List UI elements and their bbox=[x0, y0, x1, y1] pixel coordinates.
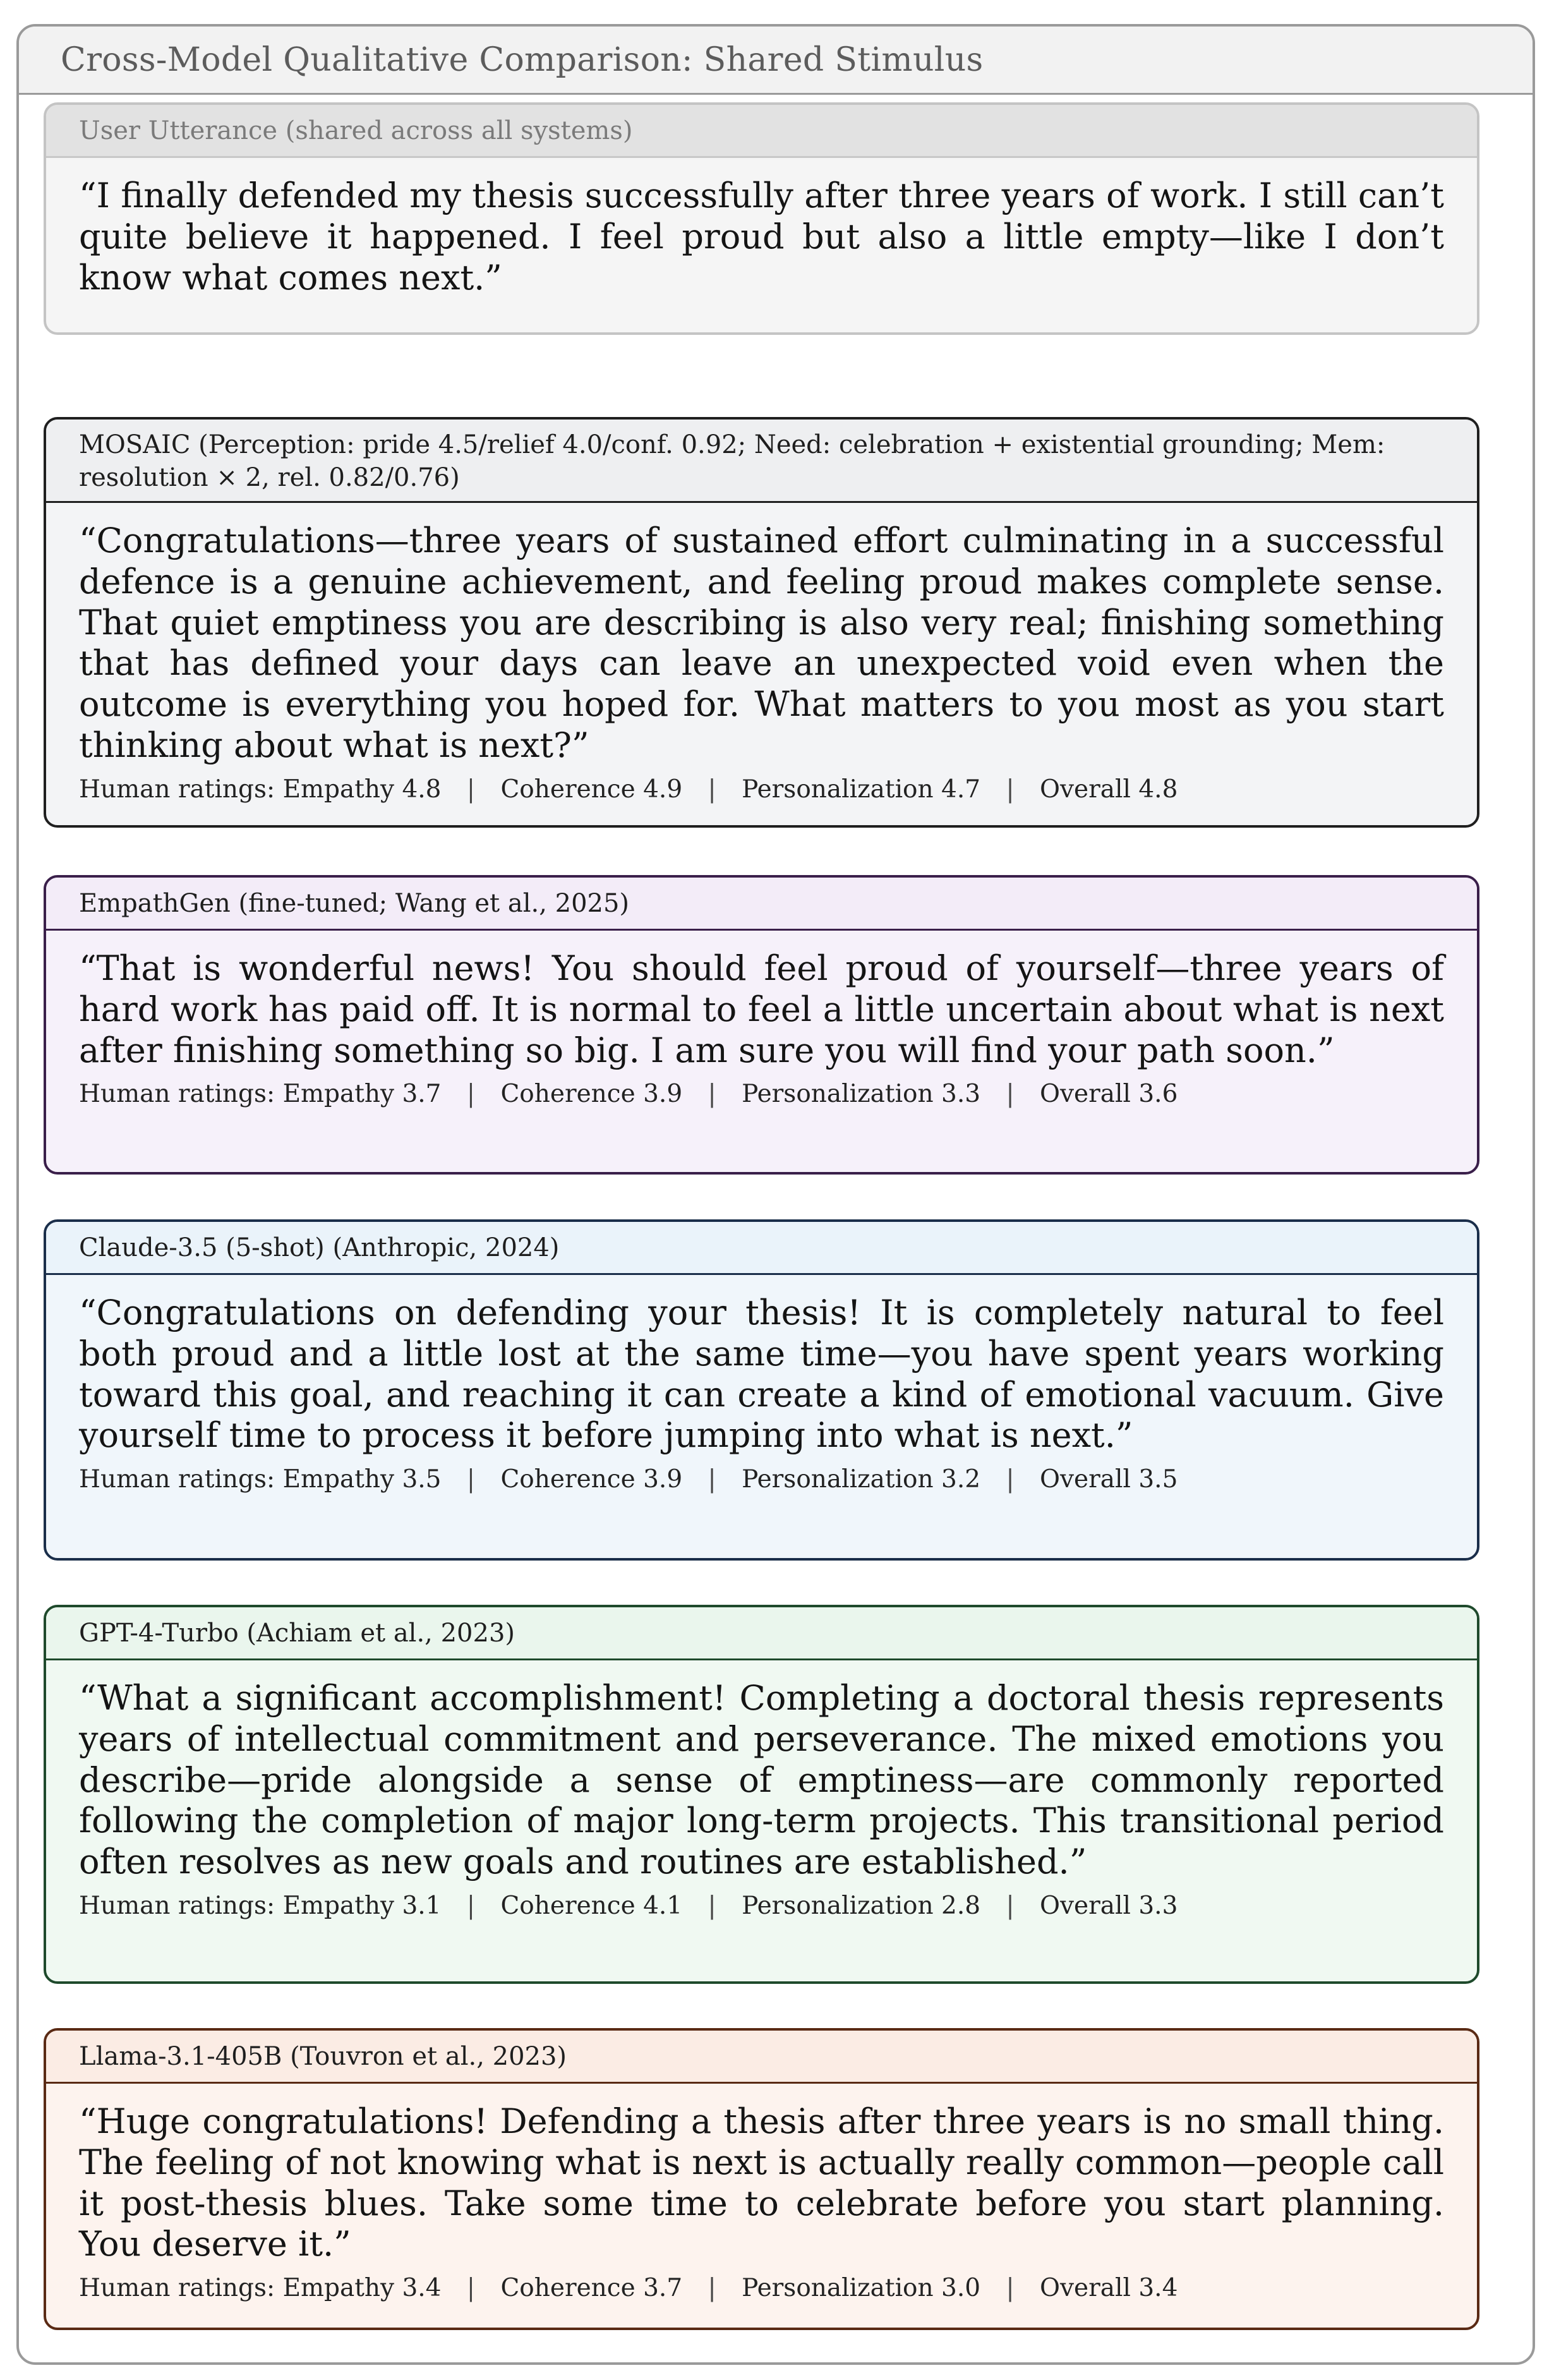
rating-empathy: Empathy 3.1 bbox=[282, 1891, 442, 1920]
rating-separator: | bbox=[708, 2274, 716, 2303]
user-utterance-body bbox=[46, 158, 1477, 298]
rating-overall: Overall 3.6 bbox=[1040, 1080, 1178, 1109]
rating-separator: | bbox=[708, 1080, 716, 1109]
human-ratings bbox=[79, 1080, 1444, 1108]
response-text: “Congratulations—three years of sustained effort culminating in a successful defence is a genuine achievement, and feeling proud makes complete sense. That quiet emptiness you are describing is also very real; finishing something that has defined your days can leave an unexpected void even when the outcome is everything you hoped for. What matters to you most as you start thinking about what is next?” bbox=[79, 521, 1444, 765]
ratings-prefix: Human ratings: bbox=[79, 1465, 275, 1494]
response-body bbox=[46, 1275, 1477, 1494]
rating-separator: | bbox=[1006, 2274, 1015, 2303]
response-text: “That is wonderful news! You should feel proud of yourself—three years of hard work has paid off. It is normal to feel a little uncertain about what is next after finishing something so big. I am sure you will find your path soon.” bbox=[79, 948, 1444, 1070]
rating-personalization: Personalization 3.2 bbox=[742, 1465, 981, 1494]
rating-separator: | bbox=[1006, 1891, 1015, 1920]
rating-personalization: Personalization 2.8 bbox=[742, 1891, 981, 1920]
rating-personalization: Personalization 3.0 bbox=[742, 2274, 981, 2303]
response-card-gpt4-turbo bbox=[44, 1605, 1479, 1984]
user-utterance-header: User Utterance (shared across all systems) bbox=[46, 105, 1477, 158]
ratings-prefix: Human ratings: bbox=[79, 775, 275, 804]
rating-separator: | bbox=[466, 1465, 476, 1494]
response-header: EmpathGen (fine-tuned; Wang et al., 2025) bbox=[46, 878, 1477, 931]
human-ratings bbox=[79, 775, 1444, 804]
response-text: “Congratulations on defending your thesis! It is completely natural to feel both proud and a little lost at the same time—you have spent years working toward this goal, and reaching it can create a kind of emotional vacuum. Give yourself time to process it before jumping into what is next.” bbox=[79, 1293, 1444, 1456]
response-text: “Huge congratulations! Defending a thesis after three years is no small thing. The feeling of not knowing what is next is actually really common—people call it post-thesis blues. Take some time to celebrate before you start planning. You deserve it.” bbox=[79, 2101, 1444, 2264]
rating-separator: | bbox=[1006, 1080, 1015, 1109]
rating-separator: | bbox=[466, 2274, 476, 2303]
panel-title: Cross-Model Qualitative Comparison: Shared Stimulus bbox=[19, 27, 1533, 95]
response-header: GPT-4-Turbo (Achiam et al., 2023) bbox=[46, 1607, 1477, 1660]
rating-personalization: Personalization 3.3 bbox=[742, 1080, 981, 1109]
rating-separator: | bbox=[1006, 1465, 1015, 1494]
rating-separator: | bbox=[1006, 775, 1015, 804]
response-body bbox=[46, 503, 1477, 804]
rating-separator: | bbox=[466, 1891, 476, 1920]
rating-separator: | bbox=[466, 775, 476, 804]
rating-empathy: Empathy 3.7 bbox=[282, 1080, 442, 1109]
rating-overall: Overall 3.4 bbox=[1040, 2274, 1178, 2303]
rating-separator: | bbox=[708, 1891, 716, 1920]
user-utterance-card bbox=[44, 102, 1479, 335]
rating-overall: Overall 4.8 bbox=[1040, 775, 1178, 804]
rating-coherence: Coherence 3.7 bbox=[500, 2274, 683, 2303]
response-card-llama bbox=[44, 2028, 1479, 2330]
rating-coherence: Coherence 3.9 bbox=[500, 1465, 683, 1494]
response-header: MOSAIC (Perception: pride 4.5/relief 4.0/conf. 0.92; Need: celebration + existential grounding; Mem: resolution × 2, rel. 0.82/0.76) bbox=[46, 420, 1477, 503]
human-ratings bbox=[79, 1892, 1444, 1920]
response-body bbox=[46, 2084, 1477, 2302]
rating-empathy: Empathy 3.5 bbox=[282, 1465, 442, 1494]
comparison-panel bbox=[16, 24, 1535, 2365]
ratings-prefix: Human ratings: bbox=[79, 2274, 275, 2303]
response-header: Llama-3.1-405B (Touvron et al., 2023) bbox=[46, 2031, 1477, 2084]
rating-personalization: Personalization 4.7 bbox=[742, 775, 981, 804]
rating-separator: | bbox=[466, 1080, 476, 1109]
response-header: Claude-3.5 (5-shot) (Anthropic, 2024) bbox=[46, 1222, 1477, 1275]
rating-overall: Overall 3.5 bbox=[1040, 1465, 1178, 1494]
response-card-mosaic bbox=[44, 417, 1479, 828]
response-card-claude bbox=[44, 1219, 1479, 1561]
rating-separator: | bbox=[708, 1465, 716, 1494]
ratings-prefix: Human ratings: bbox=[79, 1891, 275, 1920]
rating-coherence: Coherence 4.9 bbox=[500, 775, 683, 804]
response-body bbox=[46, 1660, 1477, 1920]
rating-coherence: Coherence 4.1 bbox=[500, 1891, 683, 1920]
rating-separator: | bbox=[708, 775, 716, 804]
user-utterance-text: “I finally defended my thesis successfully after three years of work. I still can’t quite believe it happened. I feel proud but also a little empty—like I don’t know what comes next.” bbox=[79, 176, 1444, 298]
human-ratings bbox=[79, 1465, 1444, 1494]
response-card-empathgen bbox=[44, 875, 1479, 1175]
response-body bbox=[46, 931, 1477, 1108]
rating-empathy: Empathy 3.4 bbox=[282, 2274, 442, 2303]
rating-empathy: Empathy 4.8 bbox=[282, 775, 442, 804]
rating-overall: Overall 3.3 bbox=[1040, 1891, 1178, 1920]
response-text: “What a significant accomplishment! Completing a doctoral thesis represents years of intellectual commitment and perseverance. The mixed emotions you describe—pride alongside a sense of emptiness—are commonly reported following the completion of major long-term projects. This transitional period often resolves as new goals and routines are established.” bbox=[79, 1678, 1444, 1882]
human-ratings bbox=[79, 2274, 1444, 2302]
ratings-prefix: Human ratings: bbox=[79, 1080, 275, 1109]
rating-coherence: Coherence 3.9 bbox=[500, 1080, 683, 1109]
